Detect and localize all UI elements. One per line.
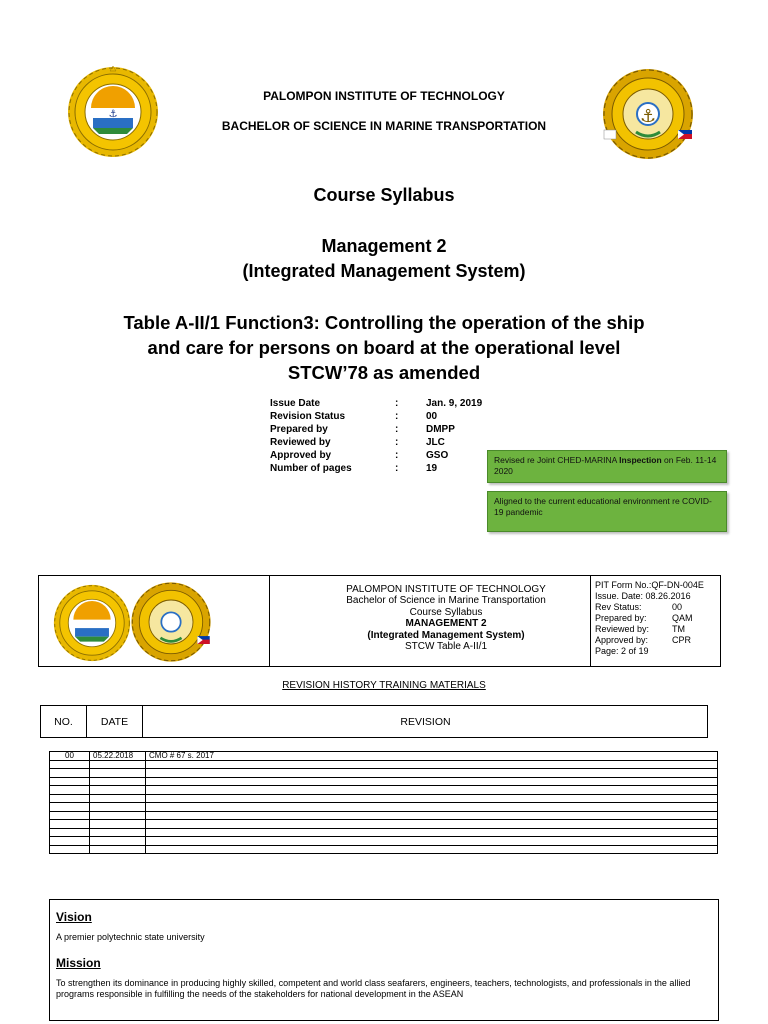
svg-text:⚓: ⚓ (639, 106, 657, 127)
course-subtitle: (Integrated Management System) (242, 261, 526, 281)
form-stcw-table: STCW Table A-II/1 (404, 641, 488, 653)
institution-name: PALOMPON INSTITUTE OF TECHNOLOGY (263, 89, 505, 103)
cell-revision (146, 760, 718, 769)
revision-table (49, 751, 718, 854)
table-row (50, 760, 718, 769)
cell-no (50, 837, 90, 846)
cell-revision (146, 786, 718, 795)
svg-text:⚓: ⚓ (108, 109, 118, 120)
cell-revision (146, 794, 718, 803)
table-row (50, 794, 718, 803)
cell-revision (146, 803, 718, 812)
cell-date: 05.22.2018 (90, 752, 146, 761)
revision-history-title: REVISION HISTORY TRAINING MATERIALS (282, 680, 486, 691)
cell-no (50, 845, 90, 854)
revision-note-covid: Aligned to the current educational environment re COVID-19 pandemic (487, 491, 727, 532)
info-issue-date: Issue Date : Jan. 9, 2019 (270, 398, 483, 409)
cell-revision (146, 820, 718, 829)
info-prepared-by: Prepared by : DMPP (270, 424, 455, 435)
cell-date (90, 794, 146, 803)
table-row (50, 837, 718, 846)
cell-date (90, 786, 146, 795)
cell-no (50, 803, 90, 812)
cell-date (90, 845, 146, 854)
cme-seal-logo (598, 68, 698, 160)
vision-heading: Vision (56, 910, 92, 924)
cell-date (90, 760, 146, 769)
table-function-line2: and care for persons on board at the operational level (147, 337, 621, 358)
revision-note-inspection: Revised re Joint CHED-MARINA Inspection on Feb. 11-14 2020 (487, 450, 727, 483)
cell-date (90, 803, 146, 812)
cell-revision (146, 837, 718, 846)
mission-text: To strengthen its dominance in producing highly skilled, competent and world class seafarers, engineers, teachers, technologists, and professionals in the allied programs responsible in fulfilling the needs of the stakeholders for national development in the ASEAN (56, 978, 691, 999)
form-course-subtitle: (Integrated Management System) (367, 629, 525, 641)
form-course: MANAGEMENT 2 (405, 618, 487, 630)
cell-no (50, 828, 90, 837)
table-row (50, 828, 718, 837)
cell-date (90, 777, 146, 786)
cell-date (90, 820, 146, 829)
table-row (50, 786, 718, 795)
cell-revision: CMO # 67 s. 2017 (146, 752, 718, 761)
table-row (50, 769, 718, 778)
revision-header-row (40, 705, 708, 738)
cme-seal-small-logo (127, 580, 215, 664)
table-function-line1: Table A-II/1 Function3: Controlling the operation of the ship (123, 312, 645, 333)
cell-date (90, 828, 146, 837)
cell-revision (146, 828, 718, 837)
table-row (50, 845, 718, 854)
table-row (50, 811, 718, 820)
course-title: Management 2 (321, 236, 447, 256)
col-revision: REVISION (400, 715, 451, 728)
course-syllabus-title: Course Syllabus (313, 185, 455, 205)
cell-no (50, 820, 90, 829)
cell-revision (146, 811, 718, 820)
cell-revision (146, 845, 718, 854)
info-number-of-pages: Number of pages : 19 (270, 463, 438, 474)
cell-no (50, 760, 90, 769)
cell-no (50, 769, 90, 778)
vision-text: A premier polytechnic state university (56, 932, 205, 942)
cell-no (50, 794, 90, 803)
table-row (50, 820, 718, 829)
cell-date (90, 837, 146, 846)
table-function-line3: STCW’78 as amended (287, 362, 481, 383)
cell-no (50, 811, 90, 820)
table-row (50, 777, 718, 786)
vision-mission-box (49, 899, 719, 1021)
info-revision-status: Revision Status : 00 (270, 411, 438, 422)
col-date: DATE (100, 715, 129, 728)
form-header-box (38, 575, 721, 667)
cell-revision (146, 777, 718, 786)
cell-no: 00 (50, 752, 90, 761)
table-row (50, 752, 718, 761)
document-info (270, 397, 490, 475)
cell-no (50, 786, 90, 795)
form-institution: PALOMPON INSTITUTE OF TECHNOLOGY (346, 584, 546, 595)
cell-revision (146, 769, 718, 778)
table-row (50, 803, 718, 812)
info-reviewed-by: Reviewed by : JLC (270, 437, 445, 448)
mission-heading: Mission (56, 956, 101, 970)
cell-date (90, 811, 146, 820)
info-approved-by: Approved by : GSO (270, 450, 449, 461)
cell-no (50, 777, 90, 786)
form-header-center (271, 584, 621, 652)
col-no: NO. (54, 715, 73, 728)
form-doc-type: Course Syllabus (409, 606, 483, 618)
program-name: BACHELOR OF SCIENCE IN MARINE TRANSPORTATION (221, 119, 547, 133)
form-header-meta: PIT Form No.:QF-DN-004E Issue. Date: 08.26.2016 Rev Status: 00 Prepared by: QAM Reviewed by: TM Approved by: CPR Page: 2 of 19 (595, 580, 704, 656)
pit-seal-logo (67, 66, 159, 158)
form-program: Bachelor of Science in Marine Transportation (346, 595, 546, 607)
pit-seal-small-logo (53, 584, 131, 662)
cell-date (90, 769, 146, 778)
